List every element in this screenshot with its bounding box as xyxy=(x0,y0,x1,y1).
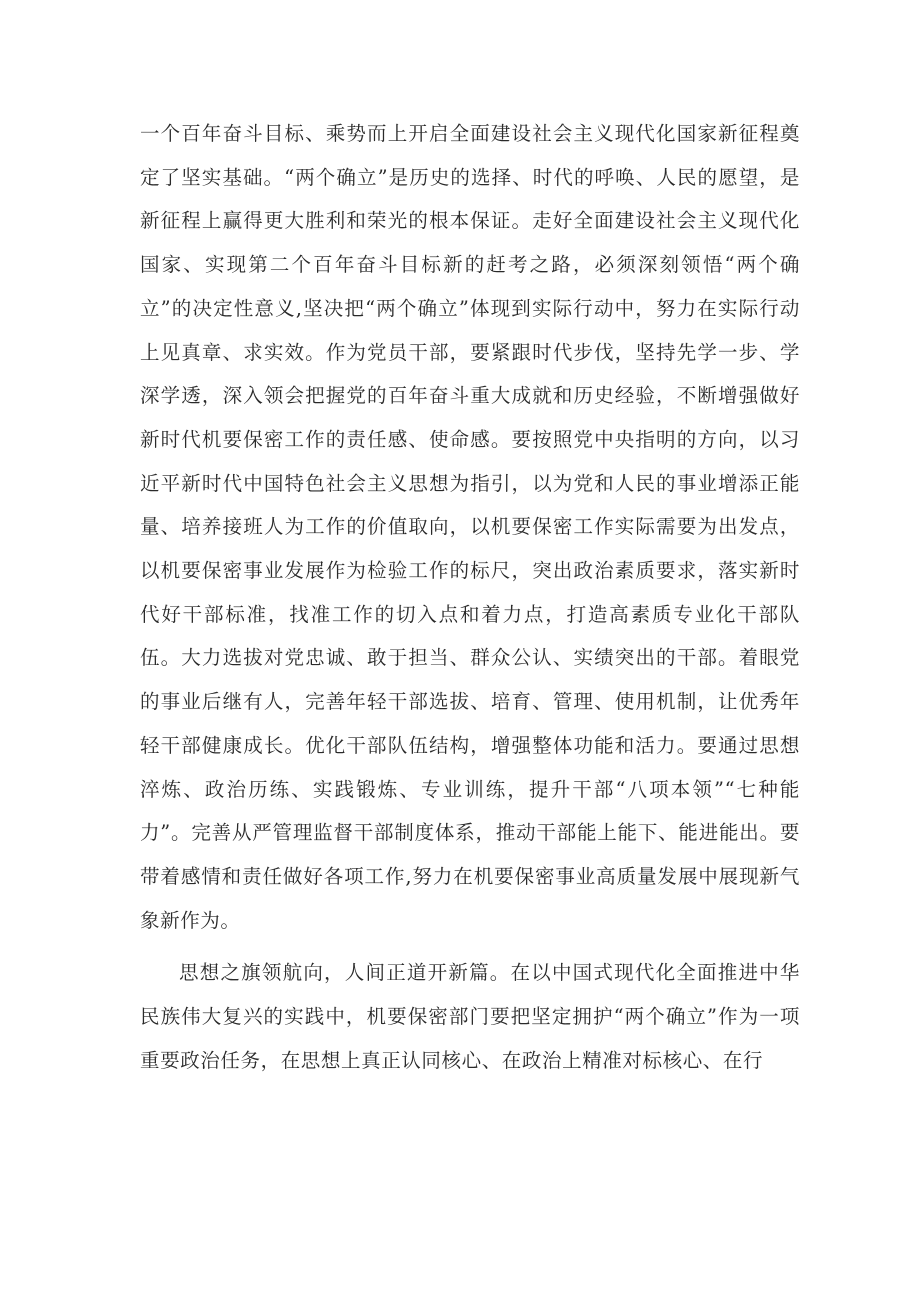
paragraph-thought-banner: 思想之旗领航向，人间正道开新篇。在以中国式现代化全面推进中华民族伟大复兴的实践中，机要保密部门要把坚定拥护“两个确立”作为一项重要政治任务，在思想上真正认同核心、在政治上精准对标核心、在行 xyxy=(140,961,800,1072)
paragraph-continued: 一个百年奋斗目标、乘势而上开启全面建设社会主义现代化国家新征程奠定了坚实基础。“两个确立”是历史的选择、时代的呼唤、人民的愿望，是新征程上赢得更大胜利和荣光的根本保证。走好全面建设社会主义现代化国家、实现第二个百年奋斗目标新的赶考之路，必须深刻领悟“两个确立”的决定性意义,坚决把“两个确立”体现到实际行动中，努力在实际行动上见真章、求实效。作为党员干部，要紧跟时代步伐，坚持先学一步、学深学透，深入领会把握党的百年奋斗重大成就和历史经验，不断增强做好新时代机要保密工作的责任感、使命感。要按照党中央指明的方向，以习近平新时代中国特色社会主义思想为指引，以为党和人民的事业增添正能量、培养接班人为工作的价值取向，以机要保密工作实际需要为出发点，以机要保密事业发展作为检验工作的标尺，突出政治素质要求，落实新时代好干部标准，找准工作的切入点和着力点，打造高素质专业化干部队伍。大力选拔对党忠诚、敢于担当、群众公认、实绩突出的干部。着眼党的事业后继有人，完善年轻干部选拔、培育、管理、使用机制，让优秀年轻干部健康成长。优化干部队伍结构，增强整体功能和活力。要通过思想淬炼、政治历练、实践锻炼、专业训练，提升干部“八项本领”“七种能力”。完善从严管理监督干部制度体系，推动干部能上能下、能进能出。要带着感情和责任做好各项工作,努力在机要保密事业高质量发展中展现新气象新作为。 xyxy=(140,122,800,932)
document-body xyxy=(140,112,800,1082)
